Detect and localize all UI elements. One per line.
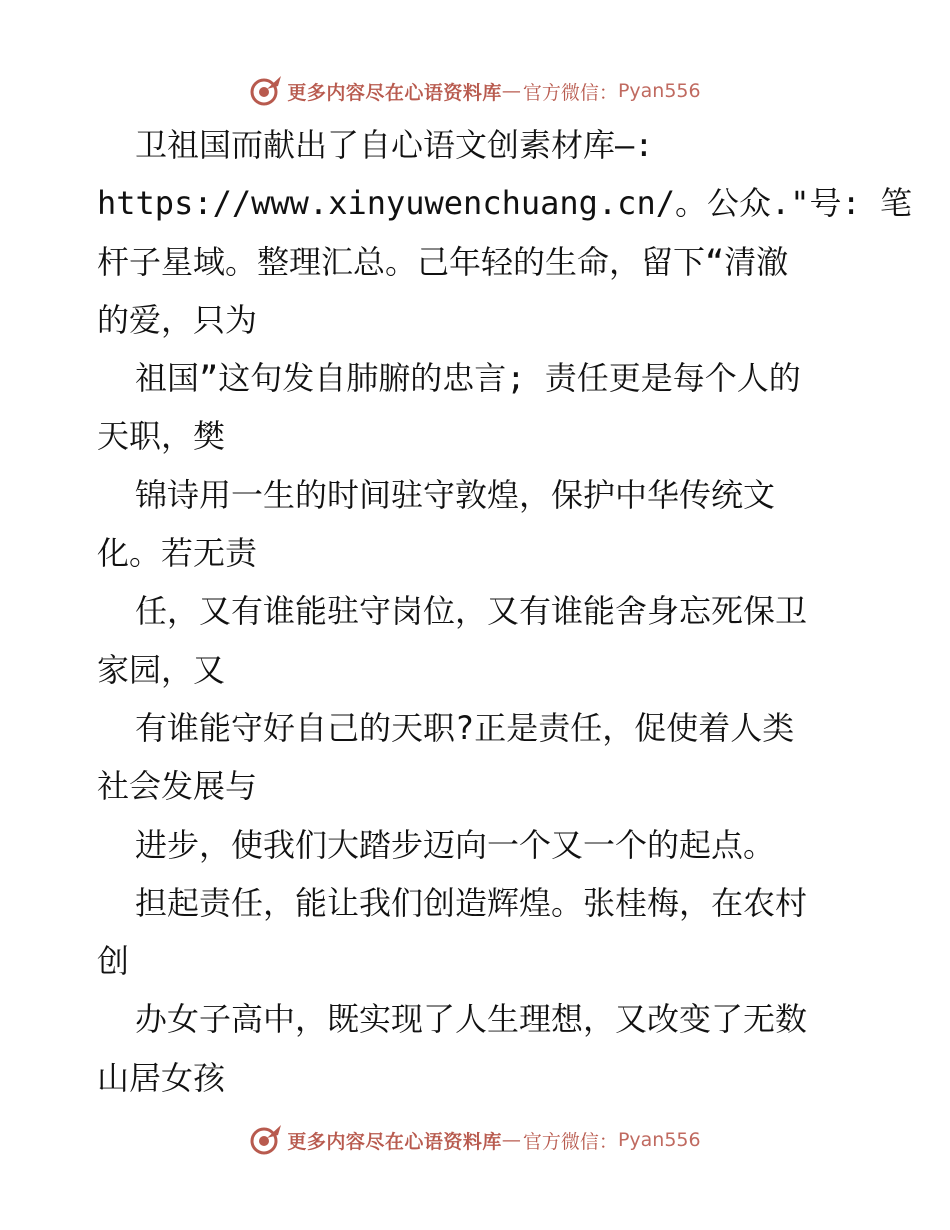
banner-text: 更多内容尽在心语资料库 bbox=[287, 1130, 502, 1153]
banner-dash: — bbox=[501, 80, 521, 102]
text-line: 社会发展与 bbox=[97, 767, 258, 806]
text-line: 锦诗用一生的时间驻守敦煌，保护中华传统文 bbox=[135, 475, 776, 514]
text-line: 创 bbox=[97, 942, 130, 981]
text-line: 任，又有谁能驻守岗位，又有谁能舍身忘死保卫 bbox=[135, 592, 808, 631]
text-line: 天职，樊 bbox=[97, 417, 226, 456]
text-line: 化。若无责 bbox=[97, 534, 258, 573]
quill-seal-icon bbox=[249, 74, 283, 108]
footer-banner bbox=[0, 1120, 950, 1160]
text-line: 杆子星域。整理汇总。己年轻的生命，留下“清澈 bbox=[97, 242, 789, 281]
text-line: 的爱，只为 bbox=[97, 300, 258, 339]
wechat-id: Pyan556 bbox=[617, 1129, 701, 1151]
quill-seal-icon bbox=[249, 1123, 283, 1157]
text-line: 有谁能守好自己的天职?正是责任，促使着人类 bbox=[135, 708, 795, 747]
text-line: https://www.xinyuwenchuang.cn/。公众."号: 笔 bbox=[97, 184, 913, 223]
wechat-label: 官方微信： bbox=[522, 1130, 618, 1153]
text-line: 办女子高中，既实现了人生理想，又改变了无数 bbox=[135, 1000, 808, 1039]
wechat-label: 官方微信： bbox=[522, 81, 618, 104]
document-body bbox=[97, 116, 913, 1107]
banner-dash: — bbox=[501, 1129, 521, 1151]
wechat-id: Pyan556 bbox=[617, 80, 701, 102]
text-line: 祖国”这句发自肺腑的忠言; 责任更是每个人的 bbox=[135, 359, 801, 398]
banner-text: 更多内容尽在心语资料库 bbox=[287, 81, 502, 104]
text-line: 卫祖国而献出了自心语文创素材库—: bbox=[135, 126, 654, 164]
text-line: 山居女孩 bbox=[97, 1058, 226, 1097]
text-line: 担起责任，能让我们创造辉煌。张桂梅，在农村 bbox=[135, 883, 808, 922]
header-banner bbox=[0, 71, 950, 111]
text-line: 家园，又 bbox=[97, 650, 226, 689]
text-line: 进步，使我们大踏步迈向一个又一个的起点。 bbox=[135, 825, 776, 864]
